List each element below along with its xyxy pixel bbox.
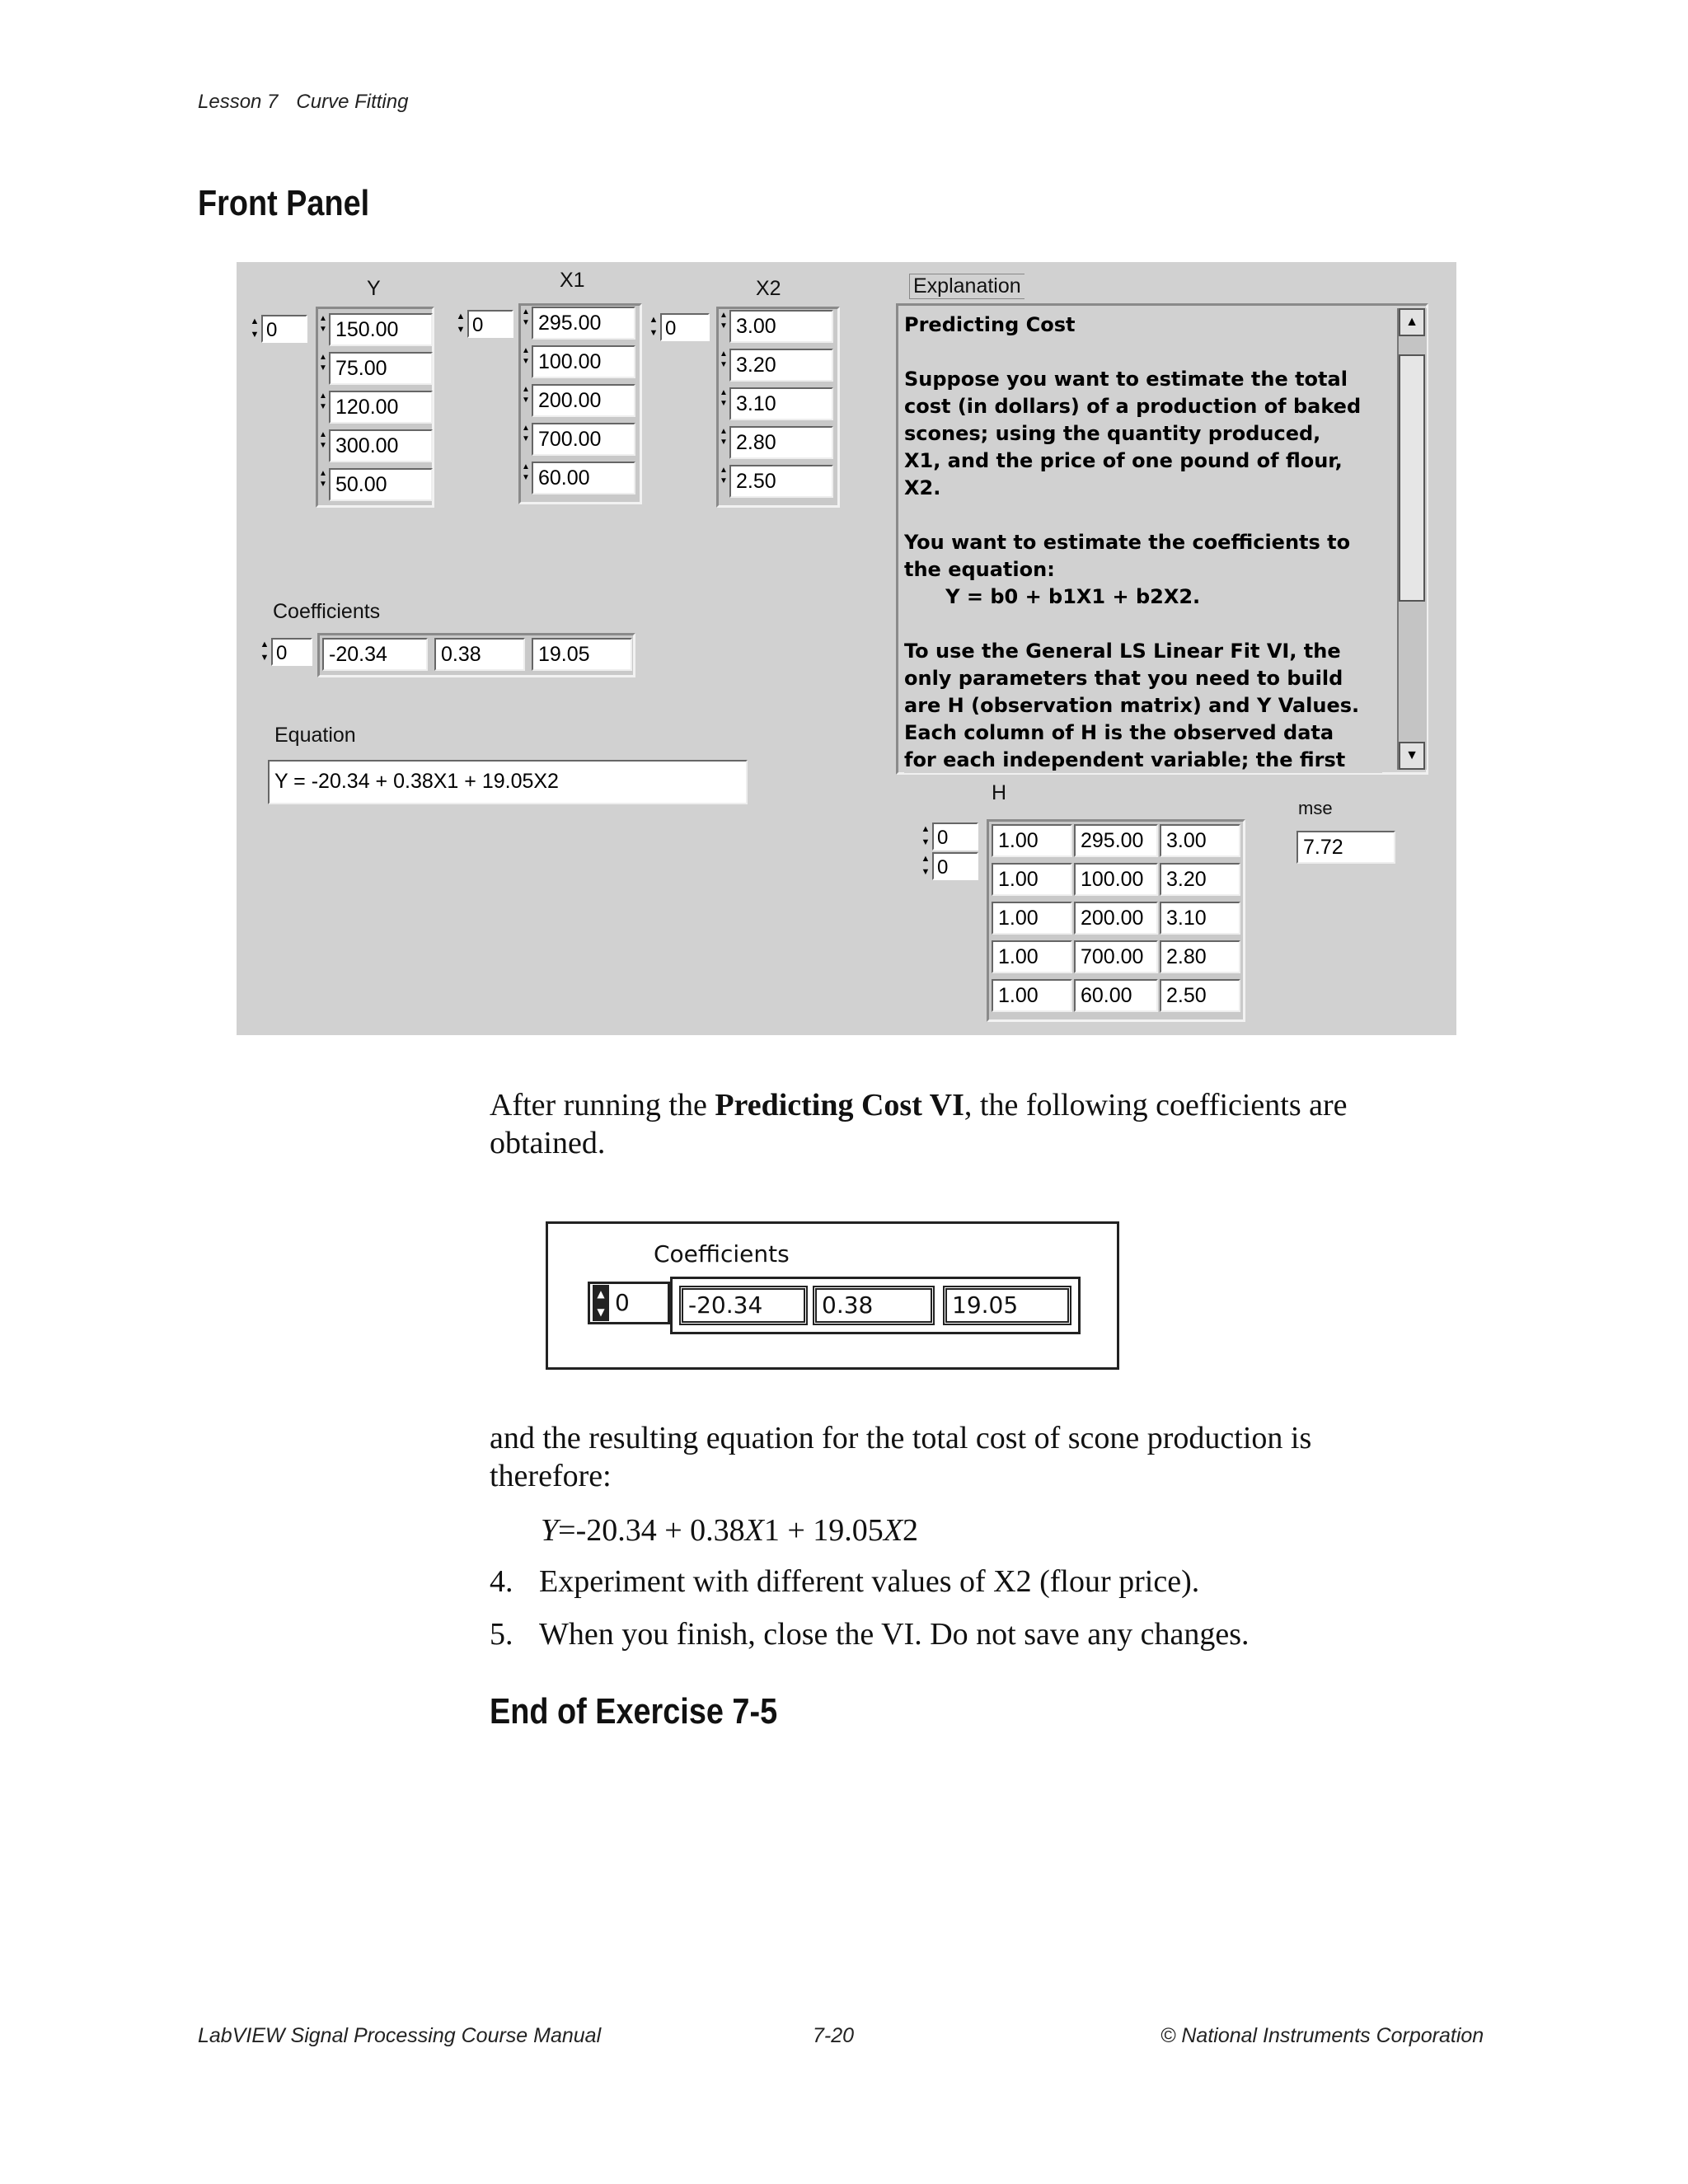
end-of-exercise-title: End of Exercise 7-5	[490, 1691, 778, 1732]
footer-page-number: 7-20	[813, 2024, 855, 2047]
h-row-index-field[interactable]: 0	[932, 823, 978, 851]
x1-index-spinner[interactable]: ▲ ▼	[456, 312, 466, 335]
eq-part-3: 2	[903, 1513, 919, 1548]
p1-text-start: After running the	[490, 1088, 715, 1122]
h-cell-3-2[interactable]: 2.80	[1160, 940, 1240, 973]
step-4-text: Experiment with different values of X2 (flour price).	[539, 1564, 1200, 1599]
y-cell-4-spinner[interactable]: ▲ ▼	[319, 469, 327, 489]
footer-copyright: © National Instruments Corporation	[1160, 2024, 1484, 2047]
y-cell-3-spinner[interactable]: ▲ ▼	[319, 430, 327, 450]
step-4-number: 4.	[490, 1564, 513, 1599]
eq-part-1: =-20.34 + 0.38	[558, 1513, 745, 1548]
h-matrix-label: H	[992, 781, 1007, 804]
front-panel	[237, 262, 1456, 1035]
h-cell-1-0[interactable]: 1.00	[992, 863, 1072, 896]
scroll-up-icon[interactable]: ▲	[1399, 308, 1425, 336]
x2-cell-0[interactable]: 3.00	[729, 310, 833, 343]
h-cell-3-1[interactable]: 700.00	[1074, 940, 1158, 973]
step-4	[490, 1563, 1199, 1601]
eq-x1-var: X	[744, 1513, 764, 1548]
x2-array-label: X2	[756, 277, 781, 300]
x1-cell-0-spinner[interactable]: ▲ ▼	[522, 307, 530, 327]
coefficients-label: Coefficients	[273, 600, 381, 623]
y-cell-2[interactable]: 120.00	[329, 391, 433, 424]
paragraph-after-running	[490, 1086, 1348, 1162]
chapter-title: Curve Fitting	[296, 91, 409, 113]
p2-text-line2: therefore:	[490, 1459, 612, 1493]
p1-text-end: , the following coefficients are	[964, 1088, 1348, 1122]
y-index-field[interactable]: 0	[261, 315, 307, 343]
y-cell-1-spinner[interactable]: ▲ ▼	[319, 353, 327, 373]
h-cell-1-1[interactable]: 100.00	[1074, 863, 1158, 896]
scroll-thumb[interactable]	[1399, 354, 1425, 602]
x2-cell-3-spinner[interactable]: ▲ ▼	[720, 427, 728, 447]
mse-display[interactable]: 7.72	[1296, 831, 1395, 864]
x2-cell-2-spinner[interactable]: ▲ ▼	[720, 388, 728, 408]
step-5-number: 5.	[490, 1617, 513, 1652]
h-cell-3-0[interactable]: 1.00	[992, 940, 1072, 973]
h-cell-2-1[interactable]: 200.00	[1074, 902, 1158, 935]
h-col-index-spinner[interactable]: ▲ ▼	[921, 854, 931, 877]
x2-cell-4[interactable]: 2.50	[729, 465, 833, 498]
coefficients-index-spinner[interactable]: ▲ ▼	[260, 640, 270, 663]
x1-index-field[interactable]: 0	[467, 310, 513, 338]
lesson-number: Lesson 7	[198, 91, 279, 113]
y-array-label: Y	[367, 277, 381, 300]
h-col-index-field[interactable]: 0	[932, 852, 978, 880]
h-cell-0-1[interactable]: 295.00	[1074, 824, 1158, 857]
step-5	[490, 1615, 1249, 1653]
explanation-label: Explanation	[909, 274, 1025, 299]
h-cell-4-1[interactable]: 60.00	[1074, 979, 1158, 1012]
mse-label: mse	[1298, 798, 1333, 818]
explanation-scrollbar[interactable]	[1397, 308, 1427, 770]
y-cell-4[interactable]: 50.00	[329, 468, 433, 501]
y-index-spinner[interactable]: ▲ ▼	[250, 316, 260, 340]
paragraph-resulting-equation	[490, 1419, 1311, 1495]
h-cell-4-2[interactable]: 2.50	[1160, 979, 1240, 1012]
coefficients-figure-b0[interactable]: -20.34	[679, 1286, 808, 1325]
x2-cell-3[interactable]: 2.80	[729, 426, 833, 459]
x1-cell-1[interactable]: 100.00	[532, 345, 635, 378]
x2-index-spinner[interactable]: ▲ ▼	[649, 315, 659, 338]
coefficients-figure-b2[interactable]: 19.05	[943, 1286, 1071, 1325]
equation-label: Equation	[274, 724, 356, 747]
y-cell-3[interactable]: 300.00	[329, 429, 433, 462]
h-cell-1-2[interactable]: 3.20	[1160, 863, 1240, 896]
explanation-text[interactable]: Predicting Cost Suppose you want to estimate the total cost (in dollars) of a production of baked scones; using the quantity produced, X1, and the price of one pound of flour, X2. You want to estimate the coefficients to the equation: Y = b0 + b1X1 + b2X2. To use the General LS Linear Fit VI, the only parameters that you need to build are H (observation matrix) and Y Values. Each column of H is the observed data for each independent variable; the first	[904, 312, 1382, 773]
coefficient-cell-0[interactable]: -20.34	[322, 638, 428, 671]
h-row-index-spinner[interactable]: ▲ ▼	[921, 824, 931, 847]
coefficients-figure-b1[interactable]: 0.38	[813, 1286, 935, 1325]
y-cell-0-spinner[interactable]: ▲ ▼	[319, 314, 327, 334]
coefficient-cell-1[interactable]: 0.38	[434, 638, 525, 671]
h-cell-4-0[interactable]: 1.00	[992, 979, 1072, 1012]
x2-cell-1-spinner[interactable]: ▲ ▼	[720, 349, 728, 369]
x1-cell-2-spinner[interactable]: ▲ ▼	[522, 385, 530, 405]
h-cell-2-2[interactable]: 3.10	[1160, 902, 1240, 935]
running-header	[198, 91, 408, 114]
x1-cell-3[interactable]: 700.00	[532, 423, 635, 456]
h-cell-0-0[interactable]: 1.00	[992, 824, 1072, 857]
x1-cell-1-spinner[interactable]: ▲ ▼	[522, 346, 530, 366]
coefficients-figure-array	[670, 1277, 1081, 1334]
coefficients-figure-label: Coefficients	[654, 1240, 790, 1268]
y-cell-0[interactable]: 150.00	[329, 313, 433, 346]
coefficients-figure	[546, 1221, 1119, 1370]
coefficients-figure-index[interactable]: 0	[588, 1282, 670, 1324]
x2-cell-1[interactable]: 3.20	[729, 349, 833, 382]
eq-part-2: 1 + 19.05	[763, 1513, 884, 1548]
footer-manual-title: LabVIEW Signal Processing Course Manual	[198, 2024, 602, 2047]
equation-display[interactable]: Y = -20.34 + 0.38X1 + 19.05X2	[268, 760, 748, 804]
vi-name-bold: Predicting Cost VI	[715, 1088, 964, 1122]
eq-y: Y	[541, 1513, 559, 1548]
coefficients-figure-spinner-icon[interactable]: ▲ ▼	[593, 1285, 609, 1321]
x2-cell-0-spinner[interactable]: ▲ ▼	[720, 311, 728, 330]
scroll-down-icon[interactable]: ▼	[1399, 742, 1425, 770]
p1-text-line2: obtained.	[490, 1126, 606, 1160]
x1-cell-3-spinner[interactable]: ▲ ▼	[522, 424, 530, 443]
p2-text-line1: and the resulting equation for the total cost of scone production is	[490, 1421, 1312, 1455]
x1-cell-0[interactable]: 295.00	[532, 307, 635, 340]
h-cell-0-2[interactable]: 3.00	[1160, 824, 1240, 857]
x2-cell-2[interactable]: 3.10	[729, 387, 833, 420]
x1-cell-4-spinner[interactable]: ▲ ▼	[522, 462, 530, 482]
x1-array-label: X1	[560, 269, 585, 292]
x2-cell-4-spinner[interactable]: ▲ ▼	[720, 466, 728, 485]
h-cell-2-0[interactable]: 1.00	[992, 902, 1072, 935]
x1-cell-4[interactable]: 60.00	[532, 462, 635, 494]
y-cell-2-spinner[interactable]: ▲ ▼	[319, 391, 327, 411]
coefficient-cell-2[interactable]: 19.05	[532, 638, 632, 671]
x1-cell-2[interactable]: 200.00	[532, 384, 635, 417]
x2-index-field[interactable]: 0	[660, 313, 710, 341]
step-5-text: When you finish, close the VI. Do not save any changes.	[539, 1617, 1250, 1652]
y-cell-1[interactable]: 75.00	[329, 352, 433, 385]
eq-x2-var: X	[883, 1513, 903, 1548]
coefficients-index-field[interactable]: 0	[271, 638, 312, 666]
section-title: Front Panel	[198, 183, 370, 223]
result-equation	[541, 1511, 918, 1549]
